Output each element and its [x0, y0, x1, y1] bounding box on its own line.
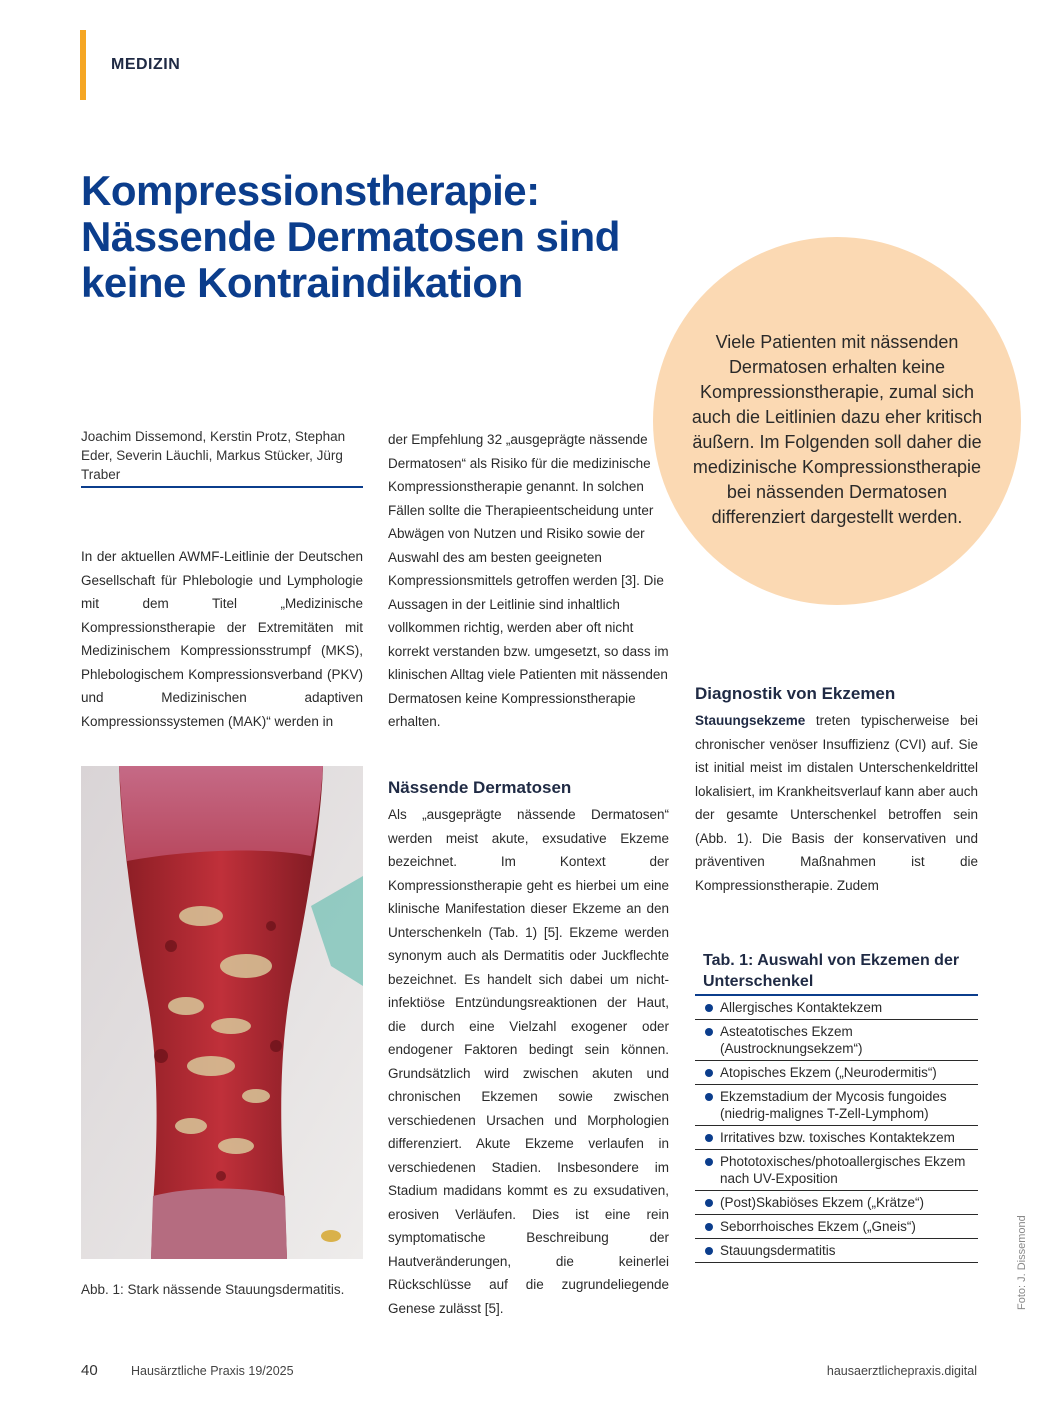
- page-number: 40: [81, 1362, 98, 1379]
- bullet-icon: [705, 1134, 713, 1142]
- table-row: [695, 1191, 978, 1215]
- table-row-text: Stauungsdermatitis: [720, 1243, 836, 1258]
- bullet-icon: [705, 1223, 713, 1231]
- section-label: MEDIZIN: [111, 56, 181, 73]
- table-row-text: Phototoxisches/photoallergisches Ekzem nach UV-Exposition: [720, 1154, 966, 1186]
- bullet-icon: [705, 1028, 713, 1036]
- intro-paragraph: In der aktuellen AWMF-Leitlinie der Deutschen Gesellschaft für Phlebologie und Lymphologie mit dem Titel „Medizinische Kompressionstherapie der Extremitäten mit Medizinischem Kompressionsstrumpf (MKS), Phlebologischem Kompressionsverband (PKV) und Medizinischen adaptiven Kompressionssystemen (MAK)“ werden in: [81, 549, 363, 729]
- table-row: [695, 1215, 978, 1239]
- diagnostik-text: treten typischerweise bei chronischer venöser Insuffizienz (CVI) auf. Sie ist initial meist im distalen Unterschenkeldrittel lokalisiert, im Krankheitsverlauf kann aber auch der gesamte Unterschenkel betroffen sein (Abb. 1). Die Basis der konservativen und präventiven Maßnahmen ist die Kompressionstherapie. Zudem: [695, 713, 978, 893]
- table-row-text: (Post)Skabiöses Ekzem („Krätze“): [720, 1195, 925, 1210]
- magazine-issue: Hausärztliche Praxis 19/2025: [131, 1364, 294, 1378]
- authors-divider: [81, 486, 363, 488]
- bullet-icon: [705, 1093, 713, 1101]
- table-row-text: Asteatotisches Ekzem (Austrocknungsekzem“): [720, 1024, 863, 1056]
- table-row-text: Irritatives bzw. toxisches Kontaktekzem: [720, 1130, 955, 1145]
- bullet-icon: [705, 1247, 713, 1255]
- table-row: [695, 1150, 978, 1191]
- eczema-table: [695, 996, 978, 1263]
- bullet-icon: [705, 1199, 713, 1207]
- column2-paragraph: der Empfehlung 32 „ausgeprägte nässende Dermatosen“ als Risiko für die medizinische Kompressionstherapie genannt. In solchen Fällen sollte die Therapieentscheidung unter Abwägen von Nutzen und Risiko sowie der Auswahl des am besten geeigneten Kompressionsmittels getroffen werden [3]. Die Aussagen in der Leitlinie sind inhaltlich vollkommen richtig, werden aber oft nicht korrekt verstanden bzw. umgesetzt, so dass im klinischen Alltag viele Patienten mit nässenden Dermatosen keine Kompressionstherapie erhalten.: [388, 432, 669, 729]
- article-title: Kompressionstherapie: Nässende Dermatosen sind keine Kontraindikation: [81, 167, 620, 306]
- teaser-text: Viele Patienten mit nässenden Dermatosen erhalten keine Kompressionstherapie, zumal sich auch die Leitlinien dazu eher kritisch äußern. Im Folgenden soll daher die medizinische Kompressionstherapie bei nässenden Dermatosen differenziert dargestellt werden.: [691, 332, 983, 527]
- authors: Joachim Dissemond, Kerstin Protz, Stephan Eder, Severin Läuchli, Markus Stücker, Jürg Traber: [81, 429, 346, 482]
- bullet-icon: [705, 1004, 713, 1012]
- table-row: [695, 1085, 978, 1126]
- table-row: [695, 1239, 978, 1263]
- table-row: [695, 996, 978, 1020]
- bullet-icon: [705, 1069, 713, 1077]
- photo-credit: Foto: J. Dissemond: [1016, 1215, 1028, 1310]
- lead-term: Stauungsekzeme: [695, 713, 806, 728]
- magazine-url[interactable]: hausaerztlichepraxis.digital: [826, 1364, 977, 1378]
- table-row: [695, 1020, 978, 1061]
- table-title: Tab. 1: Auswahl von Ekzemen der Unterschenkel: [703, 952, 960, 990]
- subheading-naessende-dermatosen: Nässende Dermatosen: [388, 778, 572, 797]
- subheading-diagnostik: Diagnostik von Ekzemen: [695, 684, 896, 703]
- diagnostik-paragraph: [695, 709, 978, 897]
- table-row-text: Atopisches Ekzem („Neurodermitis“): [720, 1065, 937, 1080]
- table-row-text: Allergisches Kontaktekzem: [720, 1000, 883, 1015]
- figure-leg-photo: [81, 766, 363, 1259]
- bullet-icon: [705, 1158, 713, 1166]
- naessende-dermatosen-paragraph: Als „ausgeprägte nässende Dermatosen“ werden meist akute, exsudative Ekzeme bezeichnet. Im Kontext der Kompressionstherapie geht es hierbei um eine klinische Manifestation dieser Ekzeme an den Unterschenkeln (Tab. 1) [5]. Ekzeme werden synonym auch als Dermatitis oder Juckflechte bezeichnet. Es handelt sich dabei um nicht-infektiöse Entzündungsreaktionen der Haut, die durch eine Vielzahl exogener oder endogener Faktoren bedingt sein können. Grundsätzlich wird zwischen akuten und chronischen Ekzemen sowie zwischen verschiedenen Ursachen und Morphologien differenziert. Akute Ekzeme verlaufen in verschiedenen Stadien. Insbesondere im Stadium madidans kommt es zu exsudativen, erosiven Verläufen. Dies ist eine rein symptomatische Beschreibung der Hautveränderungen, die keinerlei Rückschlüsse auf die zugrundeliegende Genese zulässt [5].: [388, 807, 669, 1316]
- table-row: [695, 1126, 978, 1150]
- figure-caption: Abb. 1: Stark nässende Stauungsdermatitis.: [81, 1282, 345, 1297]
- section-accent-bar: [80, 30, 86, 100]
- table-row: [695, 1061, 978, 1085]
- table-row-text: Seborrhoisches Ekzem („Gneis“): [720, 1219, 916, 1234]
- leg-photo-illustration: [81, 766, 363, 1259]
- table-row-text: Ekzemstadium der Mycosis fungoides (niedrig-malignes T-Zell-Lymphom): [720, 1089, 947, 1121]
